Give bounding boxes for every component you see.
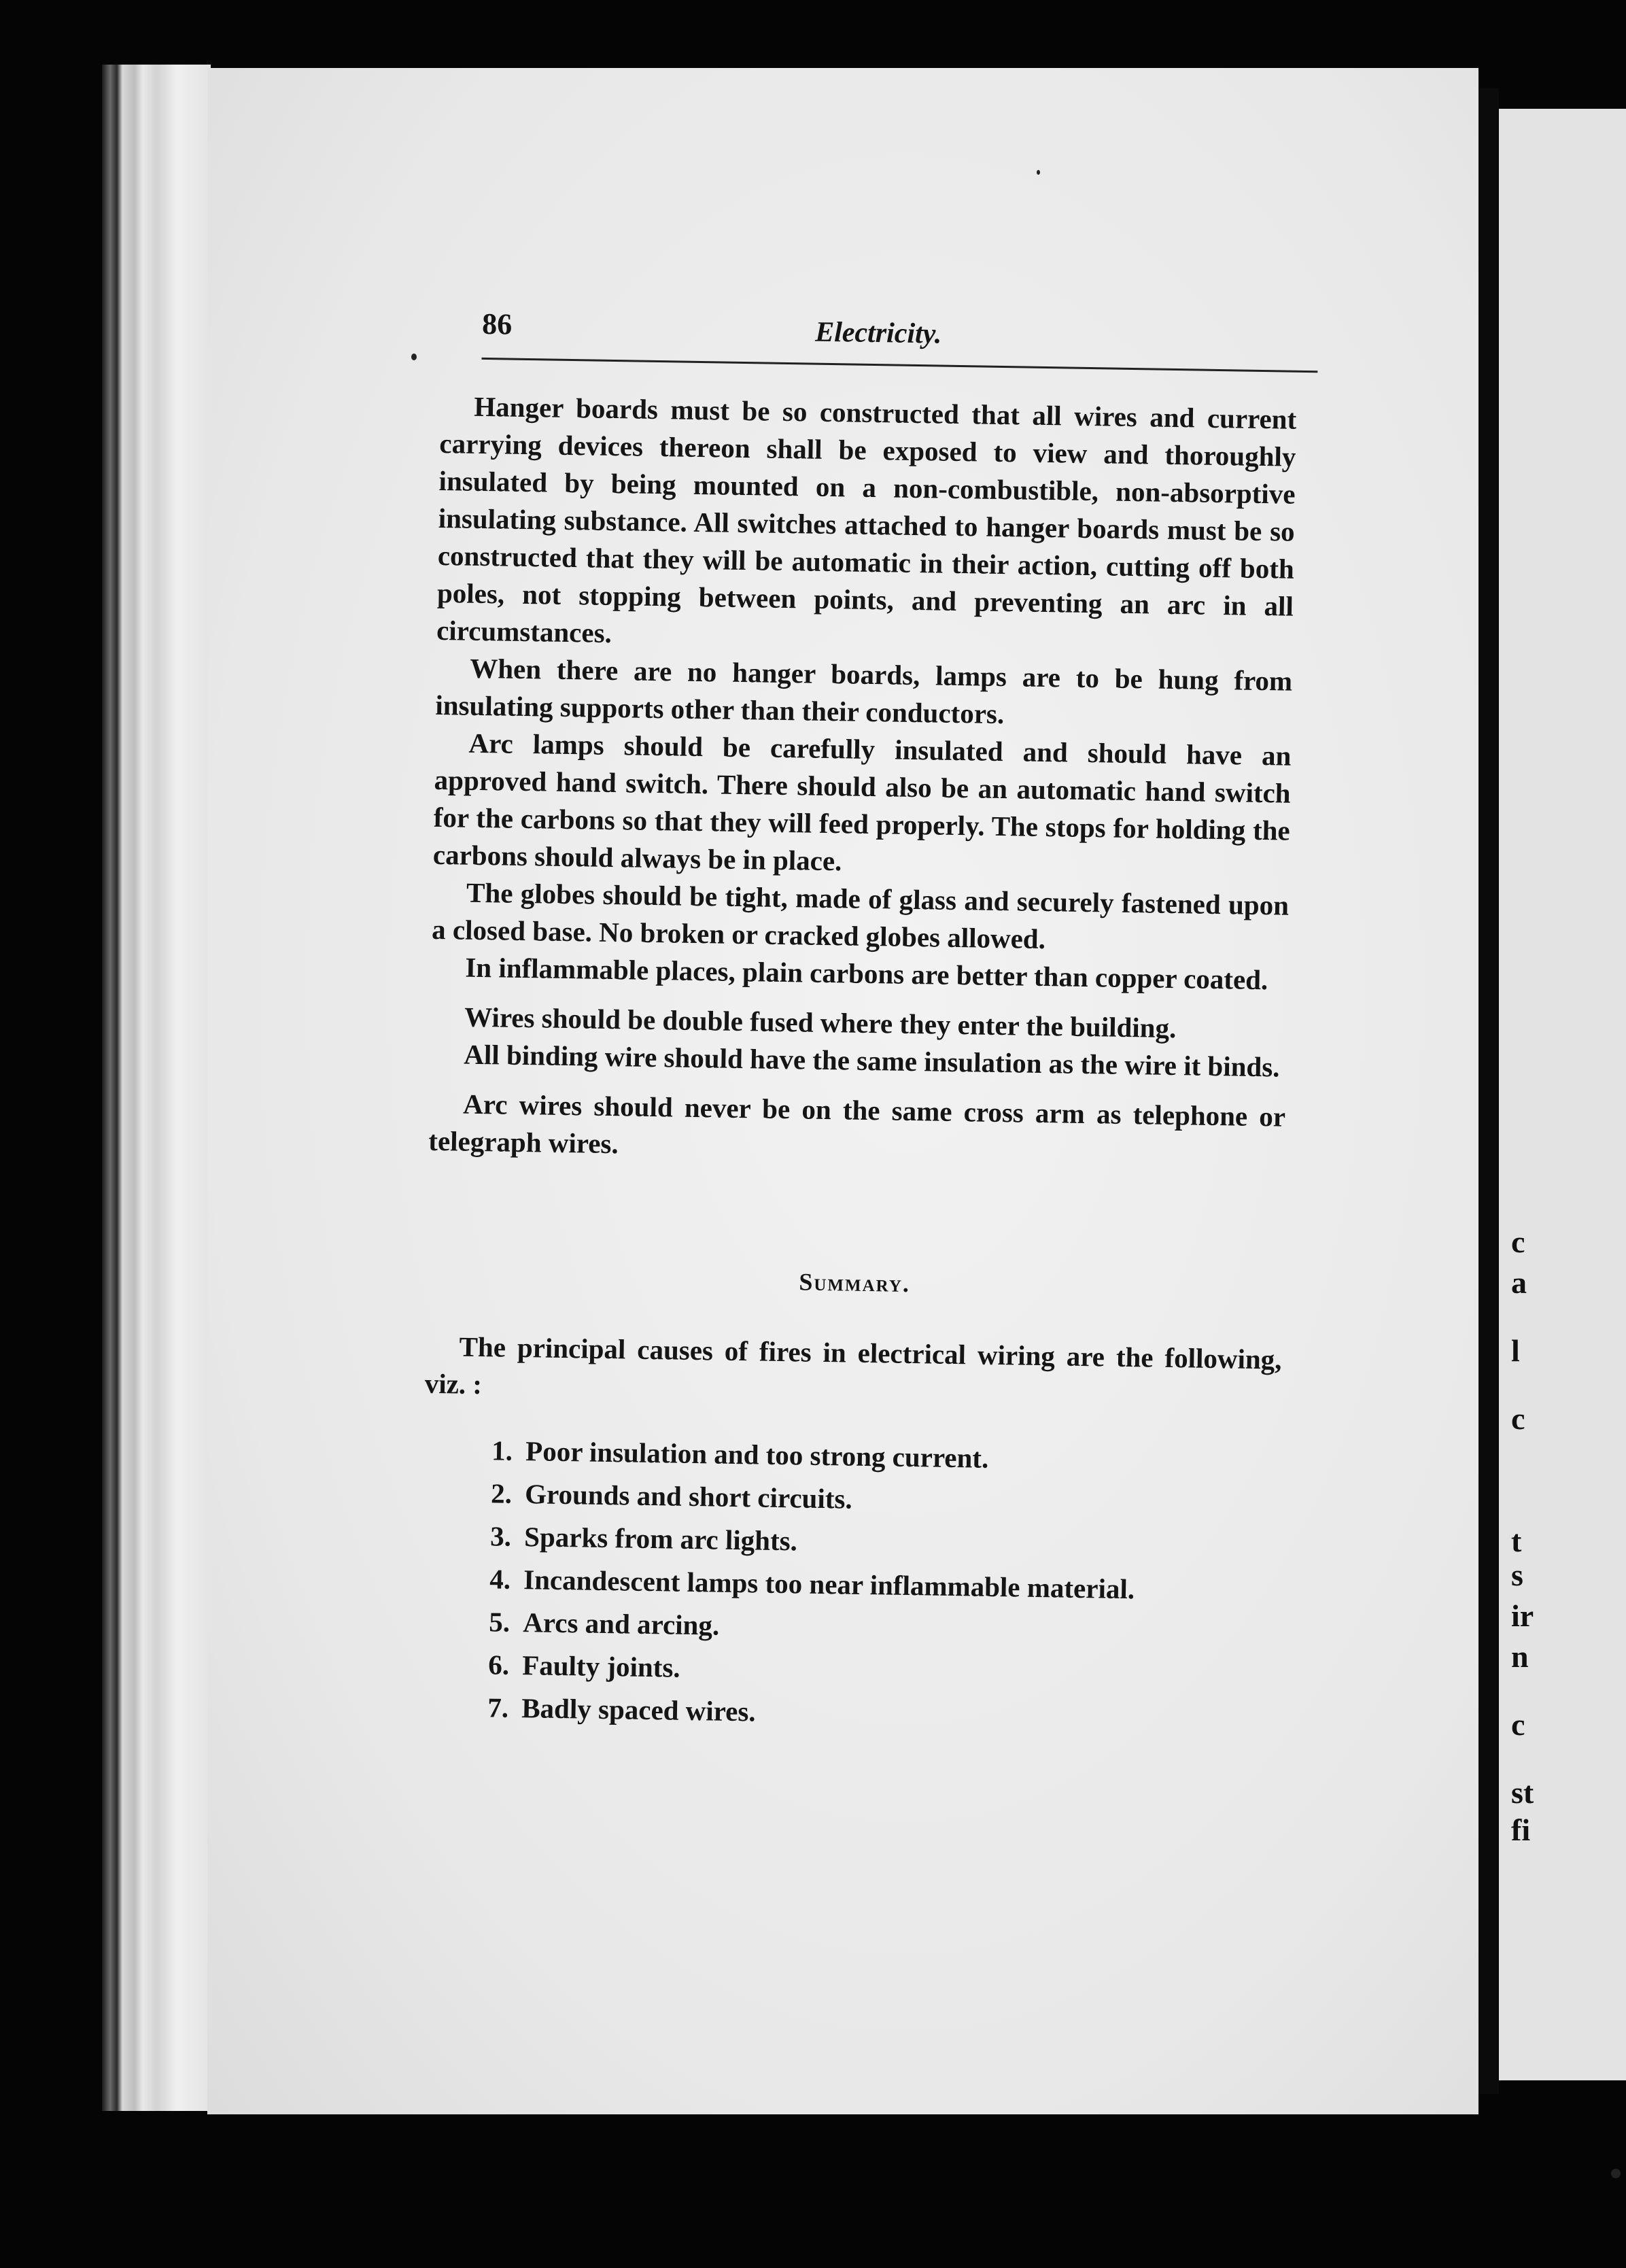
facing-page-fragment: l [1511, 1333, 1520, 1368]
facing-page-fragment: c [1511, 1224, 1525, 1259]
list-text: Poor insulation and too strong current. [525, 1435, 989, 1474]
list-text: Grounds and short circuits. [524, 1478, 853, 1515]
facing-page-fragment: c [1511, 1401, 1525, 1436]
facing-page-fragment: t [1511, 1524, 1522, 1558]
paragraph: All binding wire should have the same insulation as the wire it binds. [464, 1038, 1280, 1083]
facing-page-fragment: c [1511, 1707, 1525, 1742]
page-number: 86 [481, 307, 513, 341]
list-number: 4. [489, 1563, 511, 1595]
paragraph: Arc lamps should be carefully insulated and should have an approved hand switch. There should also be an automatic hand switch for the carbons so that they will feed properly. The stops for holding the carbons should always be in place. [432, 727, 1292, 877]
summary-heading: Summary. [799, 1268, 911, 1297]
list-text: Incandescent lamps too near inflammable material. [523, 1564, 1135, 1605]
facing-page-fragment: n [1511, 1639, 1529, 1674]
list-number: 5. [488, 1606, 511, 1638]
paragraph: Wires should be double fused where they enter the building. [464, 1001, 1177, 1044]
list-text: Arcs and arcing. [522, 1606, 720, 1641]
list-number: 1. [491, 1434, 513, 1466]
paragraph: Arc wires should never be on the same cross arm as telephone or telegraph wires. [428, 1088, 1286, 1160]
dust-speck [1611, 2169, 1621, 2178]
list-text: Faulty joints. [521, 1649, 680, 1683]
facing-page-fragment: st [1511, 1775, 1534, 1810]
paragraph: Hanger boards must be so constructed that all wires and current carrying devices thereon shall be exposed to view and thoroughly insulated by being mounted on a non-combustible, non-absorptive insulating substance. All switches attached to hanger boards must be so constructed that they will be automatic in their action, cutting off both poles, not stopping between points, and preventing an arc in all circumstances. [436, 390, 1297, 649]
list-text: Badly spaced wires. [521, 1692, 756, 1728]
body-text [428, 388, 1297, 1173]
paragraph: When there are no hanger boards, lamps are to be hung from insulating supports other than their conductors. [435, 652, 1293, 730]
facing-page-fragment: ir [1511, 1598, 1534, 1633]
page-header [440, 292, 1298, 374]
list-text: Sparks from arc lights. [523, 1521, 798, 1557]
list-number: 3. [489, 1520, 512, 1552]
list-number: 2. [490, 1477, 513, 1509]
paragraph: In inflammable places, plain carbons are better than copper coated. [465, 951, 1268, 996]
dust-speck [411, 354, 417, 360]
list-number: 6. [487, 1649, 510, 1681]
list-number: 7. [487, 1691, 509, 1723]
facing-page-edge [1499, 109, 1626, 2080]
header-rule [481, 358, 1317, 373]
facing-page-fragment: fi [1511, 1812, 1531, 1847]
facing-page-fragment: s [1511, 1558, 1523, 1592]
running-head: Electricity. [814, 316, 942, 350]
book-gutter [1478, 88, 1499, 2094]
dust-speck [1037, 170, 1040, 175]
summary-intro: The principal causes of fires in electrical wiring are the following, viz. : [424, 1330, 1282, 1401]
page-edges [102, 65, 211, 2111]
page-content [419, 292, 1298, 1742]
paragraph: The globes should be tight, made of glass and securely fastened upon a closed base. No broken or cracked globes allowed. [431, 876, 1290, 955]
causes-list [487, 1429, 1281, 1741]
facing-page-fragment: a [1511, 1265, 1527, 1300]
